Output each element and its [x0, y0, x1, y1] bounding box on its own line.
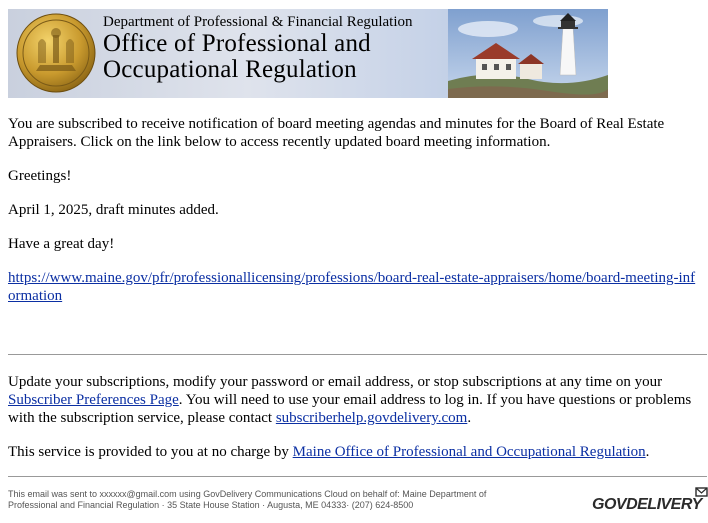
board-meeting-info-link[interactable]: https://www.maine.gov/pfr/professionallicensing/professions/board-real-estate-appraisers/home/board-meeting-information [8, 270, 696, 304]
greeting-text: Greetings! [8, 168, 72, 184]
subscriber-help-link[interactable]: subscriberhelp.govdelivery.com [275, 410, 468, 426]
service-info [8, 443, 702, 461]
update-text: April 1, 2025, draft minutes added. [8, 202, 219, 218]
service-text-after: . [645, 444, 650, 460]
divider-top [8, 354, 707, 355]
footer-text [8, 489, 568, 511]
footer-line-2: Professional and Financial Regulation · 35 State House Station · Augusta, ME 04333· (207) 624-8500 [8, 500, 414, 510]
subscription-text-before: Update your subscriptions, modify your password or email address, or stop subscriptions at any time on your [8, 374, 663, 390]
office-name-line1: Office of Professional and [103, 30, 371, 57]
header-banner [8, 9, 608, 98]
lighthouse-photo-icon [448, 9, 608, 98]
intro-text: You are subscribed to receive notification of board meeting agendas and minutes for the Board of Real Estate Appraisers. Click on the link below to access recently updated board meeting information. [8, 116, 665, 150]
envelope-icon [696, 488, 707, 496]
subscription-text-middle: . You will need to use your email address to log in. If you have questions or problems with the subscription service, please contact [8, 392, 692, 426]
maine-opor-link[interactable]: Maine Office of Professional and Occupational Regulation [292, 444, 646, 460]
department-name: Department of Professional & Financial Regulation [103, 14, 413, 30]
office-name [103, 31, 371, 83]
subscription-info [8, 373, 702, 427]
closing-text: Have a great day! [8, 236, 115, 252]
subscription-text-after: . [467, 410, 472, 426]
maine-state-seal-icon [16, 13, 96, 93]
footer-line-1: This email was sent to xxxxxx@gmail.com using GovDelivery Communications Cloud on behalf of: Maine Department of [8, 489, 487, 499]
subscriber-preferences-link[interactable]: Subscriber Preferences Page [8, 392, 179, 408]
divider-bottom [8, 476, 707, 477]
govdelivery-logo[interactable] [592, 487, 708, 513]
board-meeting-link-paragraph [8, 269, 702, 305]
office-name-line2: Occupational Regulation [103, 56, 357, 83]
govdelivery-logo-text: GOVDELIVERY [592, 496, 702, 513]
service-text-before: This service is provided to you at no charge by [8, 444, 293, 460]
